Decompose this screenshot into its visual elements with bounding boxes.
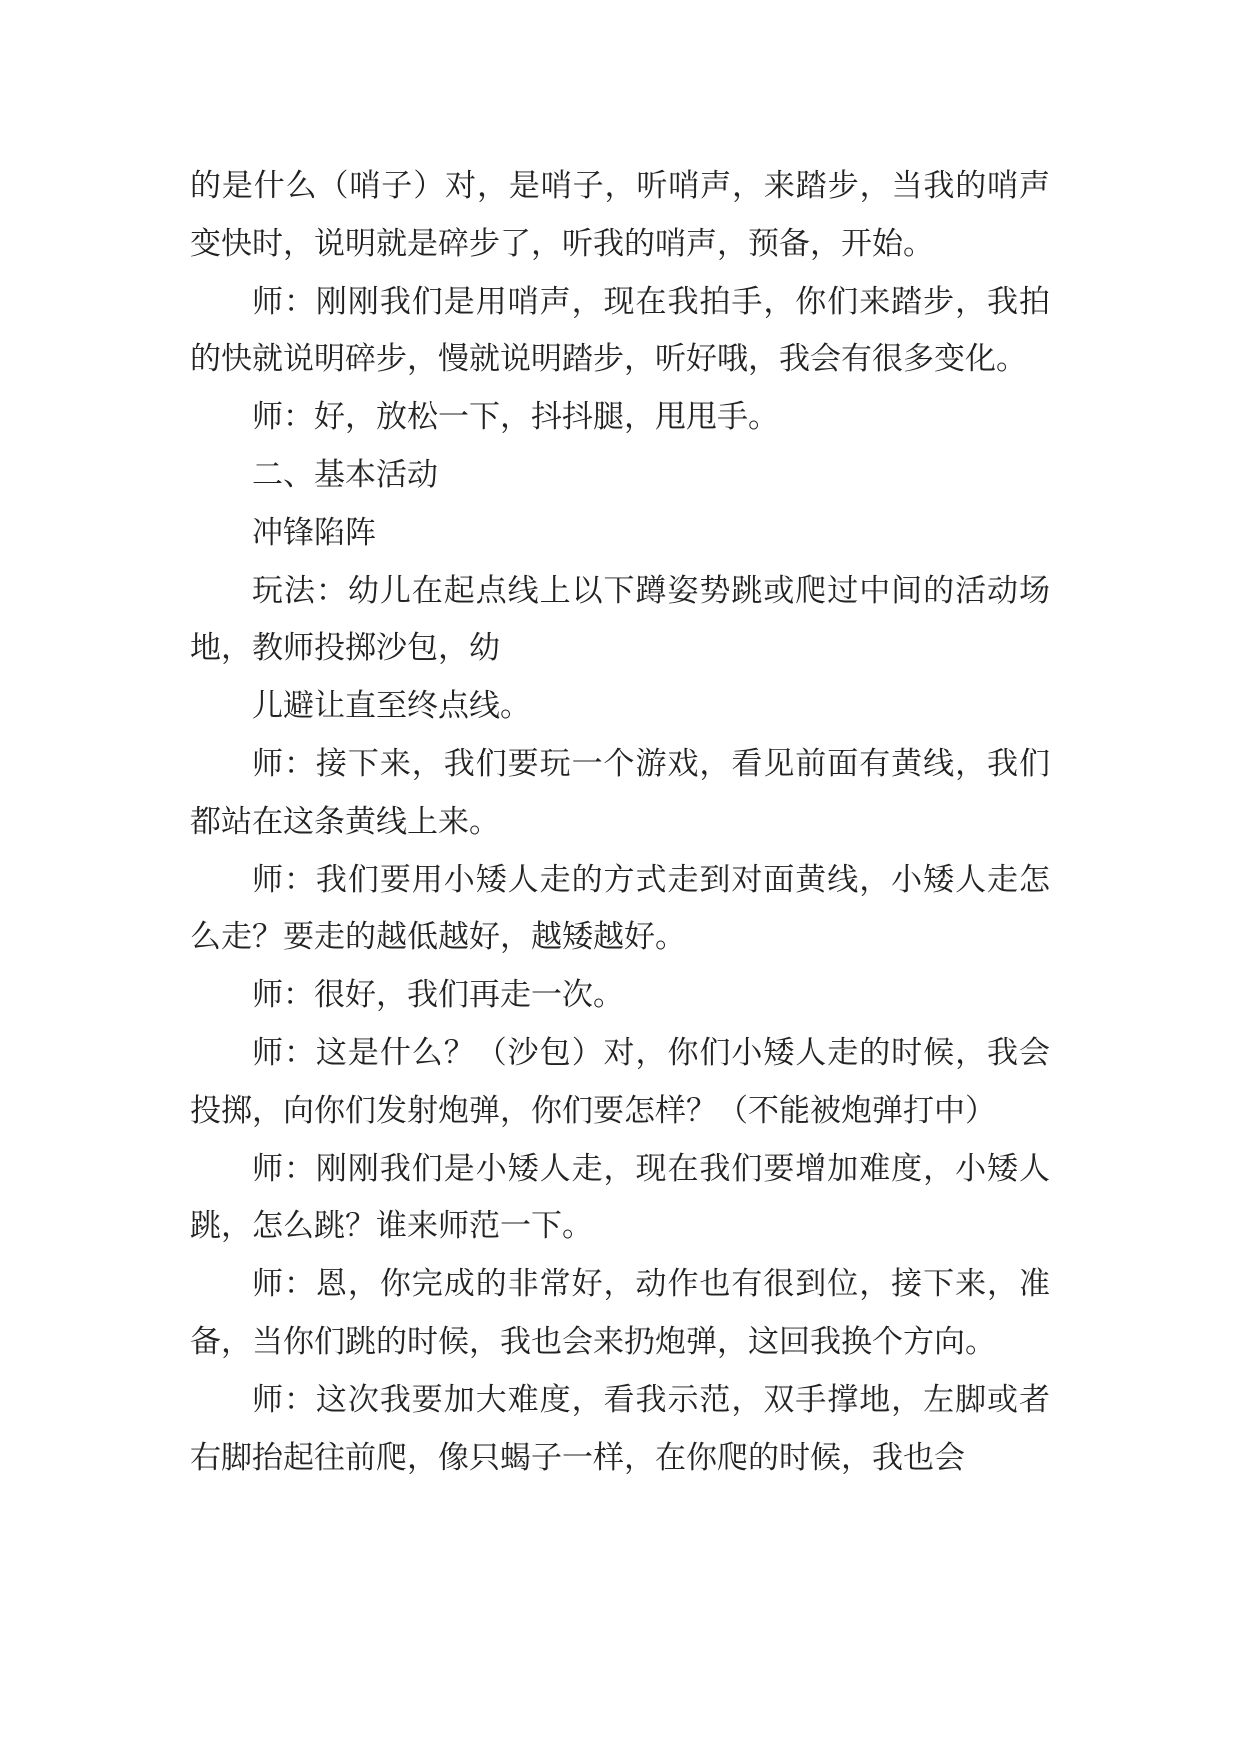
paragraph-2: 师：刚刚我们是用哨声，现在我拍手，你们来踏步，我拍的快就说明碎步，慢就说明踏步，听好哦，我会有很多变化。 [190,283,1050,378]
paragraph-1: 的是什么（哨子）对，是哨子，听哨声，来踏步，当我的哨声变快时，说明就是碎步了，听我的哨声，预备，开始。 [190,168,1050,262]
paragraph-11: 师：这是什么？（沙包）对，你们小矮人走的时候，我会投掷，向你们发射炮弹，你们要怎样？（不能被炮弹打中） [190,1034,1050,1129]
paragraph-13: 师：恩，你完成的非常好，动作也有很到位，接下来，准备，当你们跳的时候，我也会来扔炮弹，这回我换个方向。 [190,1266,1050,1360]
paragraph-rules: 玩法：幼儿在起点线上以下蹲姿势跳或爬过中间的活动场地，教师投掷沙包，幼 [190,572,1050,667]
paragraph-3: 师：好，放松一下，抖抖腿，甩甩手。 [252,399,779,436]
paragraph-14: 师：这次我要加大难度，看我示范，双手撑地，左脚或者右脚抬起往前爬，像只蝎子一样，在你爬的时候，我也会 [190,1381,1050,1476]
paragraph-9: 师：我们要用小矮人走的方式走到对面黄线，小矮人走怎么走？要走的越低越好，越矮越好。 [190,861,1050,956]
paragraph-rules-continued: 儿避让直至终点线。 [252,688,531,725]
paragraph-12: 师：刚刚我们是小矮人走，现在我们要增加难度，小矮人跳，怎么跳？谁来师范一下。 [190,1150,1050,1245]
game-title: 冲锋陷阵 [252,514,376,551]
paragraph-10: 师：很好，我们再走一次。 [252,977,624,1014]
document-body [190,158,1050,1487]
paragraph-8: 师：接下来，我们要玩一个游戏，看见前面有黄线，我们都站在这条黄线上来。 [190,745,1050,840]
section-heading-basic-activity: 二、基本活动 [252,456,438,493]
